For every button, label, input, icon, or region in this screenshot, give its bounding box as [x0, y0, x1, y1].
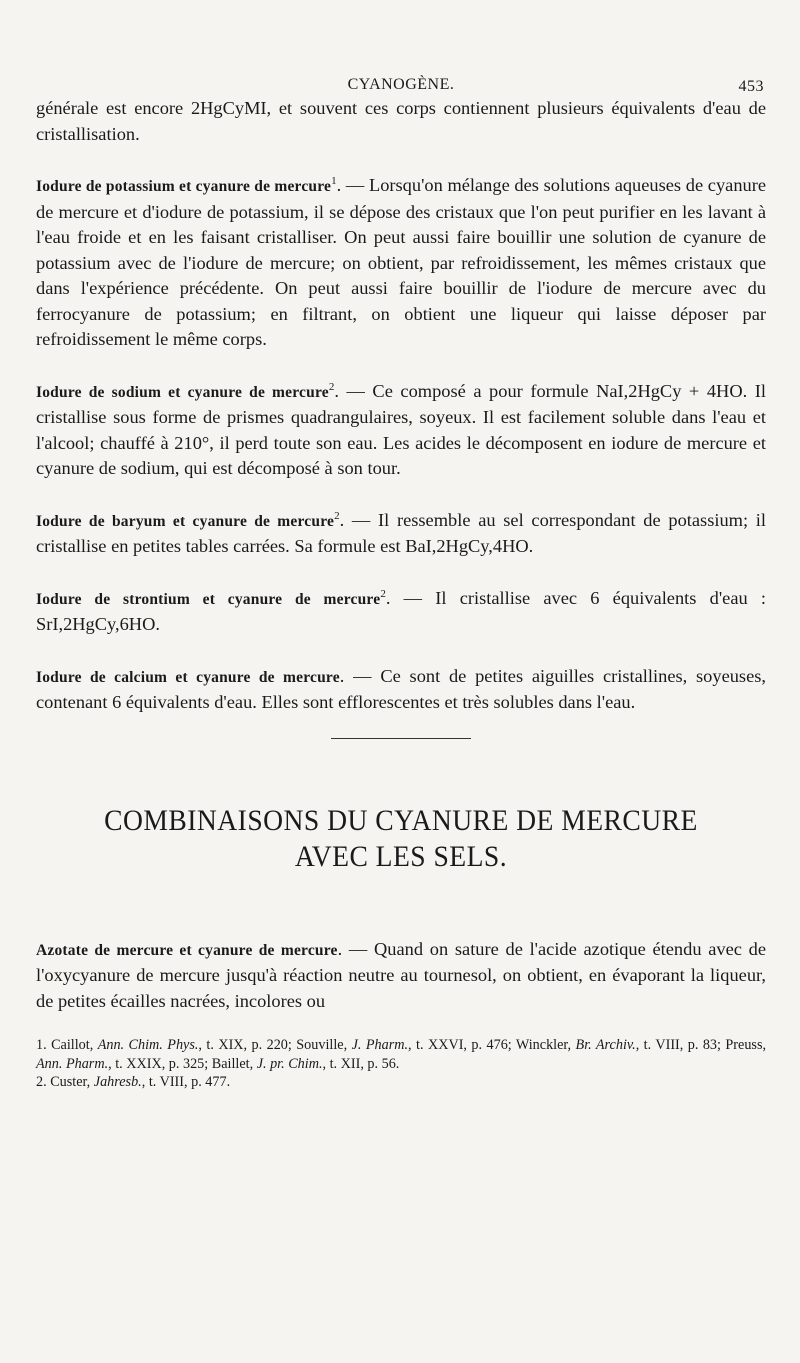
section-title	[65, 803, 737, 875]
footnote-ref[interactable]: 2	[334, 509, 340, 522]
entry-body: . — Il cristallise avec 6 équivalents d'eau : SrI,2HgCy,6HO.	[36, 587, 766, 634]
entry-paragraph	[36, 379, 766, 482]
intro-paragraph: générale est encore 2HgCyMI, et souvent ces corps contiennent plusieurs équivalents d'eau de cristallisation.	[36, 98, 766, 144]
running-head	[36, 68, 766, 96]
footnote-ref[interactable]: 2	[328, 380, 335, 393]
journal-title: Ann. Pharm.	[36, 1055, 109, 1072]
entry-heading: Iodure de baryum et cyanure de mercure	[36, 512, 335, 530]
footnote-text: Caillot,	[46, 1037, 98, 1053]
footnote-text: Custer,	[46, 1074, 94, 1090]
footnote-text: , t. VIII, p. 477.	[141, 1074, 231, 1090]
entry-body: . — Ce composé a pour formule NaI,2HgCy + 4HO. Il cristallise sous forme de prismes quadrangulaires, soyeux. Il est facilement soluble dans l'eau et l'alcool; chauffé à 210°, il perd toute son eau. Les acides le décomposent en iodure de mercure et cyanure de sodium, qui est décomposé à son tour.	[36, 380, 767, 478]
footnote-ref[interactable]: 1	[331, 174, 337, 187]
entry-body: . — Il ressemble au sel correspondant de potassium; il cristallise en petites tables carrées. Sa formule est BaI,2HgCy,4HO.	[36, 509, 766, 556]
entry-heading: Azotate de mercure et cyanure de mercure	[36, 941, 338, 959]
entry-body: . — Lorsqu'on mélange des solutions aqueuses de cyanure de mercure et d'iodure de potassium, il se dépose des cristaux que l'on peut purifier en les lavant à l'eau froide et en les faisant cristalliser. On peut aussi faire bouillir une solution de cyanure de potassium avec de l'iodure de mercure; on obtient, par refroidissement, les mêmes cristaux que dans l'expérience précédente. On peut aussi faire bouillir de l'iodure de mercure avec du ferrocyanure de potassium; en filtrant, on obtient une liqueur qui laisse déposer par refroidissement le même corps.	[36, 175, 766, 349]
entry-paragraph	[36, 664, 766, 716]
entry-heading: Iodure de calcium et cyanure de mercure	[36, 668, 340, 686]
book-page	[36, 68, 766, 1092]
footnote-text: , t. VIII, p. 83; Preuss,	[635, 1037, 767, 1053]
journal-title: J. Pharm.	[351, 1037, 409, 1053]
footnote-number: 1.	[36, 1037, 47, 1053]
section-title-line: AVEC LES SELS.	[294, 839, 508, 873]
journal-title: Ann. Chim. Phys.	[97, 1037, 199, 1053]
journal-title: Jahresb.	[93, 1074, 142, 1090]
footnote-text: , t. XIX, p. 220; Souville,	[198, 1037, 352, 1053]
entry-paragraph	[36, 508, 766, 560]
journal-title: J. pr. Chim.	[256, 1055, 323, 1072]
entry-heading: Iodure de strontium et cyanure de mercure	[36, 590, 381, 608]
running-head-title: CYANOGÈNE.	[347, 76, 455, 93]
entry-paragraph	[36, 586, 766, 638]
entry-heading: Iodure de potassium et cyanure de mercure	[36, 178, 332, 195]
footnotes	[36, 1036, 766, 1092]
footnote-ref[interactable]: 2	[380, 587, 386, 600]
entry-paragraph	[36, 937, 766, 1015]
page-number: 453	[738, 78, 764, 95]
entry-body: . — Ce sont de petites aiguilles cristallines, soyeuses, contenant 6 équivalents d'eau. Elles sont efflorescentes et très solubles dans l'eau.	[36, 665, 767, 712]
footnote	[36, 1036, 766, 1073]
footnote-text: , t. XXVI, p. 476; Winckler,	[408, 1037, 576, 1053]
footnote-text: , t. XII, p. 56.	[322, 1055, 400, 1072]
entry-body: . — Quand on sature de l'acide azotique étendu avec de l'oxycyanure de mercure jusqu'à réaction neutre au tournesol, on obtient, en évaporant la liqueur, de petites écailles nacrées, incolores ou	[36, 938, 766, 1011]
section-divider	[331, 738, 471, 739]
footnote-text: , t. XXIX, p. 325; Baillet,	[108, 1055, 257, 1072]
footnote-number: 2.	[36, 1074, 47, 1090]
section-title-line: COMBINAISONS DU CYANURE DE MERCURE	[104, 803, 698, 837]
footnote	[36, 1073, 766, 1092]
entry-paragraph	[36, 173, 766, 353]
entry-heading: Iodure de sodium et cyanure de mercure	[36, 383, 329, 401]
journal-title: Br. Archiv.	[575, 1037, 636, 1053]
